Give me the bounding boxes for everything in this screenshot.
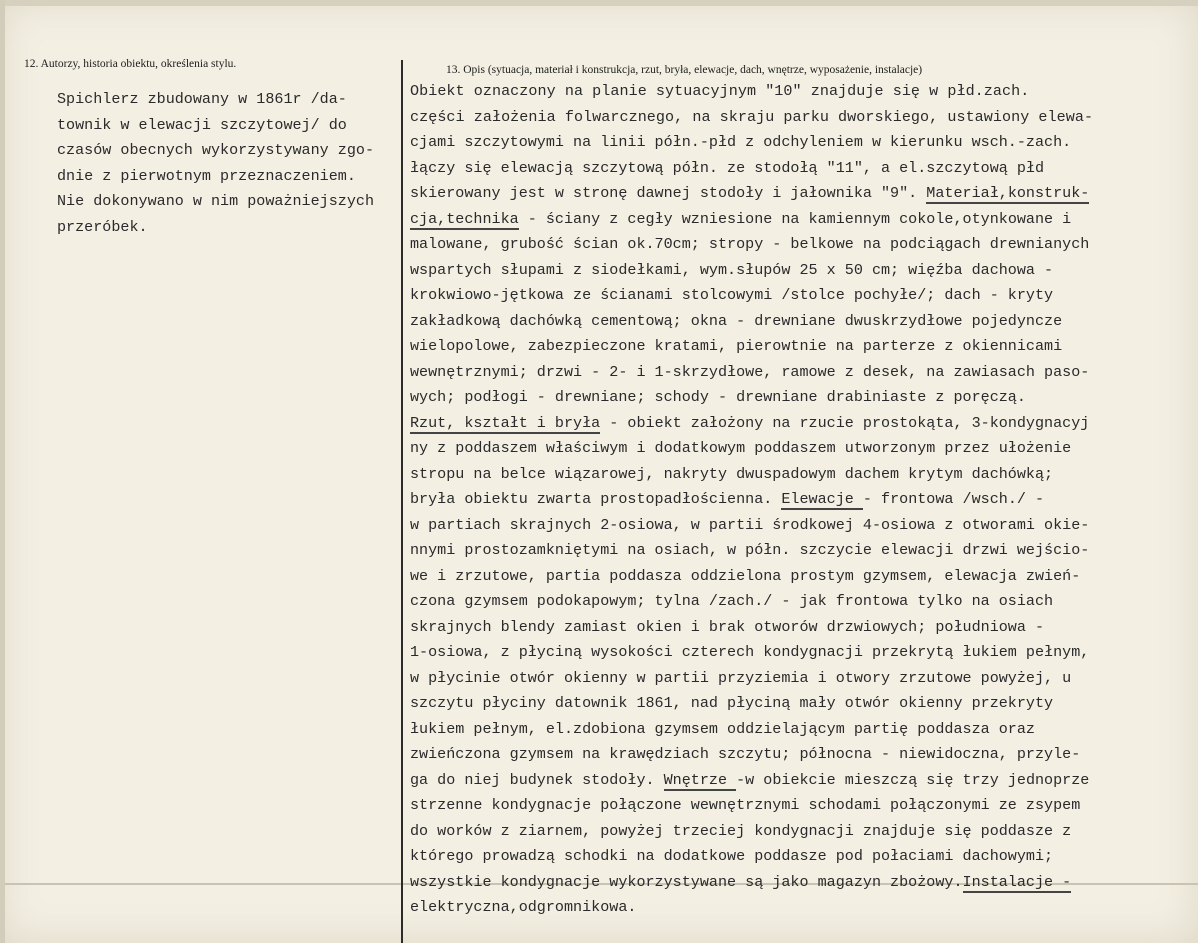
elevations-heading: Elewacje [781,490,863,508]
column-divider [401,60,403,943]
description-line-text: -w obiekcie mieszczą się trzy jednoprze [736,770,1090,789]
description-line: Obiekt oznaczony na planie sytuacyjnym "10" znajduje się w płd.zach. [410,82,1030,100]
description-line: wielopolowe, zabezpieczone kratami, pierowtnie na parterze z okiennicami [410,337,1063,355]
description-line: części założenia folwarcznego, na skraju parku dworskiego, ustawiony elewa- [410,107,1094,126]
description-line: cjami szczytowymi na linii półn.-płd z odchyleniem w kierunku wsch.-zach. [410,133,1072,151]
description-line: krokwiowo-jętkowa ze ścianami stolcowymi /stolce pochyłe/; dach - kryty [410,286,1054,304]
technique-heading: cja,technika [410,209,519,228]
description-line [410,207,1093,233]
description-line: 1-osiowa, z płyciną wysokości czterech kondygnacji przekrytą łukiem pełnym, [410,643,1090,661]
history-line: czasów obecnych wykorzystywany zgo- [57,141,375,159]
description-line: do worków z ziarnem, powyżej trzeciej kondygnacji znajduje się poddasze z [410,821,1072,840]
history-line: przeróbek. [57,217,148,236]
material-heading: Materiał,konstruk- [926,184,1090,202]
description-line: czona gzymsem podokapowym; tylna /zach./ - jak frontowa tylko na osiach [410,592,1054,610]
description-line-text: bryła obiektu zwarta prostopadłościenna. [410,490,782,508]
description-line [410,411,1093,437]
description-line: w płycinie otwór okienny w partii przyziemia i otwory zrzutowe powyżej, u [410,668,1072,687]
description-line: we i zrzutowe, partia poddasza oddzielona prostym gzymsem, elewacja zwień- [410,566,1081,585]
description-text [410,79,1093,921]
page-top-edge [0,0,1198,6]
description-line-text: ga do niej budynek stodoły. [410,770,664,789]
installations-heading: Instalacje - [962,872,1072,891]
description-line: w partiach skrajnych 2-osiowa, w partii środkowej 4-osiowa z otworami okie- [410,515,1090,534]
history-line: dnie z pierwotnym przeznaczeniem. [57,166,356,185]
description-line: elektryczna,odgromnikowa. [410,898,637,916]
description-line: szczytu płyciny datownik 1861, nad płyciną mały otwór okienny przekryty [410,694,1054,712]
description-line-text: skierowany jest w stronę dawnej stodoły i jałownika "9". [410,184,927,202]
description-line: ny z poddaszem właściwym i dodatkowym poddaszem utworzonym przez ułożenie [410,439,1072,457]
description-line: wspartych słupami z siodełkami, wym.słupów 25 x 50 cm; więźba dachowa - [410,260,1054,279]
page-left-edge [0,0,5,943]
history-text [57,87,374,240]
description-line: zakładkową dachówką cementową; okna - drewniane dwuskrzydłowe pojedyncze [410,311,1063,330]
plan-heading: Rzut, kształt i bryła [410,413,601,432]
description-line: wych; podłogi - drewniane; schody - drewniane drabiniaste z poręczą. [410,388,1026,406]
description-line: łukiem pełnym, el.zdobiona gzymsem oddzielającym partię poddasza oraz [410,719,1035,738]
description-line-text: wszystkie kondygnacje wykorzystywane są jako magazyn zbożowy. [410,872,963,891]
description-line: stropu na belce wiązarowej, nakryty dwuspadowym dachem krytym dachówką; [410,464,1054,483]
description-line [410,768,1093,794]
history-line: Spichlerz zbudowany w 1861r /da- [57,90,347,108]
description-line-text: - frontowa /wsch./ - [862,490,1045,508]
description-line-text: - obiekt założony na rzucie prostokąta, 3-kondygnacyj [600,413,1090,432]
description-line: którego prowadzą schodki na dodatkowe poddasze pod połaciami dachowymi; [410,847,1054,865]
history-line: townik w elewacji szczytowej/ do [57,115,347,134]
description-line: skrajnych blendy zamiast okien i brak otworów drzwiowych; południowa - [410,617,1045,636]
history-line: Nie dokonywano w nim poważniejszych [57,192,375,210]
description-line: strzenne kondygnacje połączone wewnętrznymi schodami połączonymi ze zsypem [410,796,1081,814]
interior-heading: Wnętrze [663,770,737,789]
section-12-header: 12. Autorzy, historia obiektu, określenia stylu. [24,58,237,70]
description-line: łączy się elewacją szczytową półn. ze stodołą "11", a el.szczytową płd [410,158,1045,177]
description-line [410,487,1093,513]
description-line [410,870,1093,896]
description-line: nnymi prostozamkniętymi na osiach, w półn. szczycie elewacji drzwi wejścio- [410,541,1090,559]
description-line: zwieńczona gzymsem na krawędziach szczytu; północna - niewidoczna, przyle- [410,745,1081,763]
section-13-header: 13. Opis (sytuacja, materiał i konstrukcja, rzut, bryła, elewacje, dach, wnętrze, wyposażenie, instalacje) [446,64,923,76]
description-line: malowane, grubość ścian ok.70cm; stropy - belkowe na podciągach drewnianych [410,235,1090,253]
description-line: wewnętrznymi; drzwi - 2- i 1-skrzydłowe, ramowe z desek, na zawiasach paso- [410,362,1090,381]
description-line-text: - ściany z cegły wzniesione na kamiennym cokole,otynkowane i [518,209,1072,228]
description-line [410,181,1093,207]
